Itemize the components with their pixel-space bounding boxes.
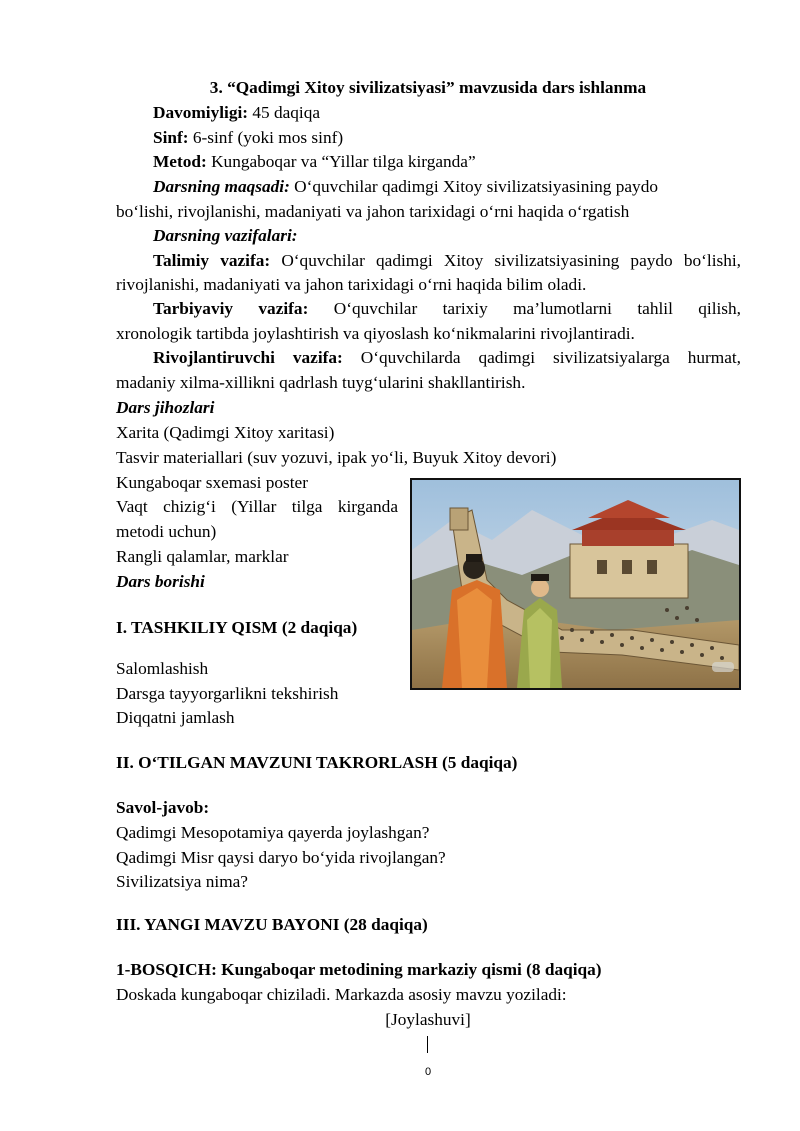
goal-text-1: O‘quvchilar qadimgi Xitoy sivilizatsiyasining paydo [289,177,658,196]
section-1-item: Darsga tayyorgarlikni tekshirish [116,684,339,703]
upbringing-task-label: Tarbiyaviy vazifa: [153,299,309,318]
developing-task-label: Rivojlantiruvchi vazifa: [153,348,343,367]
developing-task-line-2: madaniy xilma-xillikni qadrlash tuyg‘ularini shakllantirish. [116,373,526,392]
equipment-item: Tasvir materiallari (suv yozuvi, ipak yo‘li, Buyuk Xitoy devori) [116,448,557,467]
upbringing-task-text-1: O‘quvchilar tarixiy ma’lumotlarni tahlil qilish, [308,299,741,318]
duration-value: 45 daqiqa [248,103,321,122]
stage-1-heading: 1-BOSQICH: Kungaboqar metodining markaziy qismi (8 daqiqa) [116,960,602,979]
document-title: 3. “Qadimgi Xitoy sivilizatsiyasi” mavzusida dars ishlanma [209,78,647,97]
equipment-item: Rangli qalamlar, marklar [116,547,289,566]
educational-task-text-1: O‘quvchilar qadimgi Xitoy sivilizatsiyasining paydo bo‘lishi, [270,251,741,270]
lesson-flow-heading: Dars borishi [116,572,205,591]
section-3-heading: III. YANGI MAVZU BAYONI (28 daqiqa) [116,915,428,934]
equipment-item: Xarita (Qadimgi Xitoy xaritasi) [116,423,335,442]
equipment-item-continued: metodi uchun) [116,522,217,541]
far-watchtower [450,508,468,530]
review-question: Qadimgi Mesopotamiya qayerda joylashgan? [116,823,430,842]
section-2-subheading: Savol-javob: [116,798,210,817]
tasks-heading: Darsning vazifalari: [153,226,298,245]
page-number: 0 [424,1066,432,1078]
section-1-heading: I. TASHKILIY QISM (2 daqiqa) [116,618,358,637]
educational-task-line-1 [153,249,741,274]
great-wall-illustration [410,478,741,690]
image-watermark [712,662,734,672]
equipment-item: Kungaboqar sxemasi poster [116,473,308,492]
review-question: Qadimgi Misr qaysi daryo bo‘yida rivojlangan? [116,848,446,867]
grade-label: Sinf: [153,128,189,147]
duration-line [153,101,320,126]
equipment-heading: Dars jihozlari [116,398,215,417]
diagram-connector-line [427,1036,428,1053]
goal-line-2: bo‘lishi, rivojlanishi, madaniyati va jahon tarixidagi o‘rni haqida o‘rgatish [116,202,630,221]
equipment-item: Vaqt chizig‘i (Yillar tilga kirganda [116,497,398,516]
goal-line-1 [153,175,658,200]
review-question: Sivilizatsiya nima? [116,872,248,891]
section-1-item: Diqqatni jamlash [116,708,235,727]
upbringing-task-line-1 [153,297,741,322]
method-label: Metod: [153,152,207,171]
duration-label: Davomiyligi: [153,103,249,122]
goal-label: Darsning maqsadi: [153,177,290,196]
great-wall-drawing [412,480,739,688]
grade-line [153,126,343,151]
method-line [153,150,476,175]
sunflower-center-label: [Joylashuvi] [385,1010,471,1029]
method-value: Kungaboqar va “Yillar tilga kirganda” [206,152,476,171]
grade-value: 6-sinf (yoki mos sinf) [188,128,344,147]
stage-1-text: Doskada kungaboqar chiziladi. Markazda asosiy mavzu yoziladi: [116,985,567,1004]
developing-task-line-1 [153,346,741,371]
section-1-item: Salomlashish [116,659,209,678]
educational-task-line-2: rivojlanishi, madaniyati va jahon tarixidagi o‘rni haqida bilim oladi. [116,275,587,294]
section-2-heading: II. O‘TILGAN MAVZUNI TAKRORLASH (5 daqiqa) [116,753,518,772]
upbringing-task-line-2: xronologik tartibda joylashtirish va qiyoslash ko‘nikmalarini rivojlantiradi. [116,324,635,343]
developing-task-text-1: O‘quvchilarda qadimgi sivilizatsiyalarga hurmat, [342,348,741,367]
educational-task-label: Talimiy vazifa: [153,251,271,270]
